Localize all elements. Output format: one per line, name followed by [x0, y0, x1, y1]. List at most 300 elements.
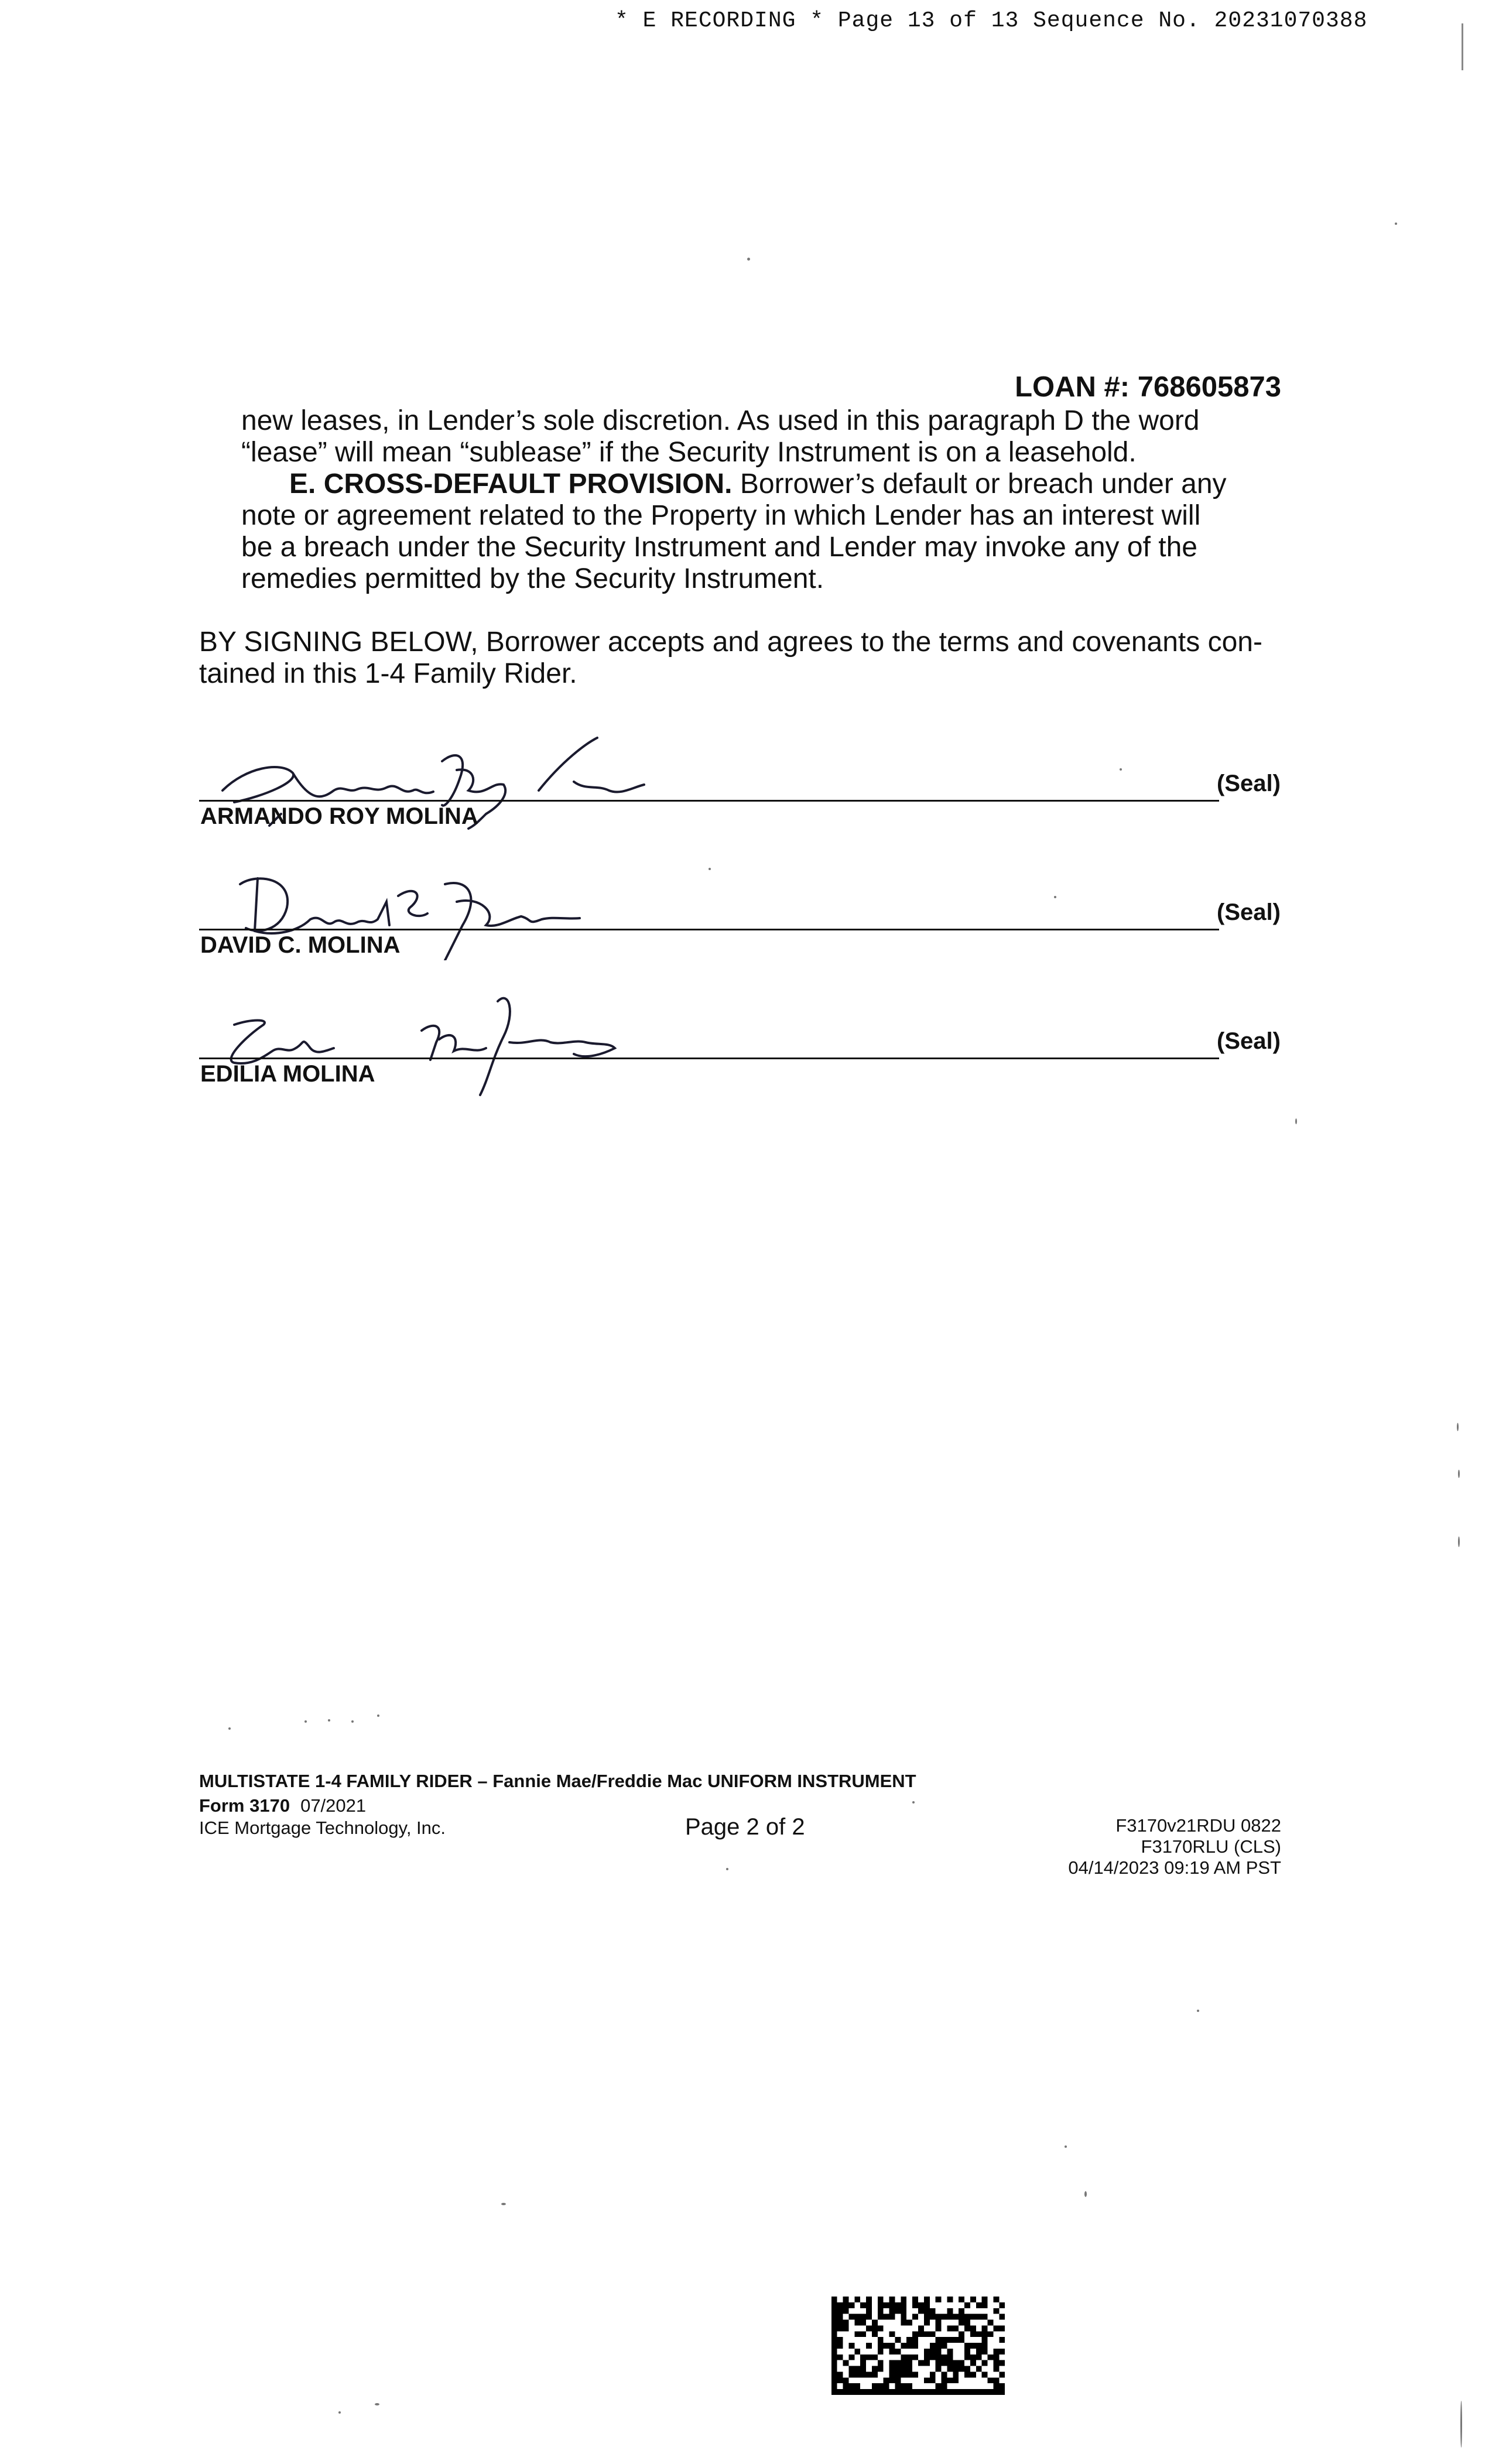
barcode-module — [878, 2343, 884, 2349]
barcode-module — [936, 2389, 942, 2395]
barcode-module — [906, 2371, 912, 2377]
barcode-module — [930, 2389, 936, 2395]
barcode-module — [988, 2377, 994, 2383]
barcode-module — [843, 2389, 849, 2395]
barcode-module — [854, 2383, 860, 2389]
barcode-module — [912, 2343, 918, 2349]
barcode-module — [953, 2325, 959, 2331]
barcode-module — [843, 2320, 849, 2326]
barcode-module — [837, 2308, 843, 2314]
barcode-module — [912, 2331, 918, 2337]
barcode-module — [970, 2325, 976, 2331]
barcode-module — [924, 2349, 930, 2355]
clause-d-line: “lease” will mean “sublease” if the Security Instrument is on a leasehold. — [241, 437, 1137, 468]
barcode-module — [982, 2337, 988, 2343]
form-number-label: Form 3170 — [199, 1795, 290, 1816]
barcode-module — [831, 2308, 837, 2314]
barcode-module — [982, 2389, 988, 2395]
barcode-module — [959, 2366, 964, 2372]
barcode-module — [848, 2343, 854, 2349]
scan-speck — [726, 1868, 728, 1870]
barcode-module — [837, 2320, 843, 2326]
barcode-module — [831, 2383, 837, 2389]
barcode-module — [964, 2325, 970, 2331]
scan-speck — [1395, 223, 1397, 225]
barcode-module — [906, 2337, 912, 2343]
barcode-module — [906, 2343, 912, 2349]
barcode-module — [970, 2389, 976, 2395]
barcode-module — [860, 2320, 866, 2326]
barcode-module — [878, 2337, 884, 2343]
barcode-module — [936, 2320, 942, 2326]
barcode-module — [936, 2297, 942, 2302]
barcode-module — [953, 2337, 959, 2343]
barcode-module — [947, 2389, 953, 2395]
barcode-module — [942, 2343, 947, 2349]
barcode-module — [854, 2389, 860, 2395]
barcode-module — [837, 2302, 843, 2308]
barcode-module — [953, 2366, 959, 2372]
barcode-module — [831, 2389, 837, 2395]
barcode-module — [993, 2360, 999, 2366]
barcode-module — [924, 2377, 930, 2383]
barcode-module — [848, 2366, 854, 2372]
barcode-module — [918, 2325, 924, 2331]
clause-e-first-line — [241, 468, 1227, 500]
datamatrix-barcode — [830, 2297, 1006, 2398]
barcode-module — [866, 2371, 872, 2377]
barcode-module — [936, 2314, 942, 2320]
barcode-module — [959, 2331, 964, 2337]
barcode-module — [936, 2325, 942, 2331]
barcode-module — [918, 2308, 924, 2314]
barcode-module — [982, 2343, 988, 2349]
barcode-module — [936, 2355, 942, 2360]
print-timestamp: 04/14/2023 09:19 AM PST — [1068, 1857, 1281, 1878]
barcode-module — [918, 2389, 924, 2395]
barcode-module — [895, 2337, 901, 2343]
barcode-module — [872, 2325, 878, 2331]
barcode-module — [860, 2366, 866, 2372]
barcode-module — [843, 2383, 849, 2389]
barcode-module — [918, 2360, 924, 2366]
barcode-module — [831, 2366, 837, 2372]
barcode-module — [872, 2389, 878, 2395]
barcode-module — [843, 2325, 849, 2331]
barcode-module — [837, 2389, 843, 2395]
signer-name-armando: ARMANDO ROY MOLINA — [200, 803, 478, 829]
barcode-module — [976, 2366, 982, 2372]
barcode-module — [982, 2302, 988, 2308]
barcode-module — [988, 2389, 994, 2395]
barcode-module — [884, 2389, 889, 2395]
barcode-module — [988, 2331, 994, 2337]
clause-e-line: note or agreement related to the Property in which Lender has an interest will — [241, 500, 1201, 531]
barcode-module — [930, 2331, 936, 2337]
barcode-module — [936, 2337, 942, 2343]
barcode-module — [959, 2308, 964, 2314]
barcode-module — [953, 2314, 959, 2320]
barcode-module — [837, 2371, 843, 2377]
barcode-module — [889, 2360, 895, 2366]
barcode-module — [884, 2343, 889, 2349]
barcode-module — [901, 2302, 906, 2308]
barcode-module — [999, 2383, 1005, 2389]
signer-name-david: DAVID C. MOLINA — [200, 932, 401, 958]
clause-e-cross-default — [241, 468, 1227, 595]
barcode-module — [930, 2377, 936, 2383]
barcode-module — [901, 2320, 906, 2326]
scan-speck — [351, 1720, 354, 1723]
barcode-module — [970, 2355, 976, 2360]
barcode-module — [878, 2314, 884, 2320]
barcode-module — [999, 2302, 1005, 2308]
barcode-module — [947, 2377, 953, 2383]
barcode-module — [895, 2366, 901, 2372]
barcode-module — [930, 2371, 936, 2377]
clause-d-line: new leases, in Lender’s sole discretion. As used in this paragraph D the word — [241, 405, 1200, 436]
barcode-module — [901, 2366, 906, 2372]
barcode-module — [837, 2343, 843, 2349]
barcode-module — [942, 2371, 947, 2377]
barcode-module — [976, 2355, 982, 2360]
form-number — [199, 1795, 366, 1816]
barcode-module — [964, 2343, 970, 2349]
barcode-module — [889, 2371, 895, 2377]
scan-speck — [709, 868, 711, 870]
barcode-module — [964, 2366, 970, 2372]
seal-label: (Seal) — [1217, 899, 1281, 925]
barcode-module — [889, 2314, 895, 2320]
barcode-module — [918, 2302, 924, 2308]
barcode-module — [866, 2343, 872, 2349]
barcode-module — [976, 2331, 982, 2337]
barcode-module — [936, 2366, 942, 2372]
barcode-module — [866, 2325, 872, 2331]
barcode-module — [999, 2314, 1005, 2320]
barcode-module — [878, 2366, 884, 2372]
barcode-module — [854, 2331, 860, 2337]
barcode-module — [848, 2302, 854, 2308]
barcode-module — [895, 2308, 901, 2314]
barcode-module — [912, 2314, 918, 2320]
signature-line-edilia — [199, 1058, 1219, 1059]
barcode-module — [889, 2308, 895, 2314]
form-date: 07/2021 — [300, 1795, 367, 1816]
scan-speck — [1460, 2401, 1462, 2448]
form-code: F3170RLU (CLS) — [1141, 1836, 1281, 1857]
recording-stamp: * E RECORDING * Page 13 of 13 Sequence No. 20231070388 — [615, 8, 1368, 33]
barcode-module — [831, 2320, 837, 2326]
barcode-module — [959, 2337, 964, 2343]
barcode-module — [924, 2320, 930, 2326]
barcode-module — [872, 2355, 878, 2360]
barcode-module — [831, 2297, 837, 2302]
barcode-module — [947, 2360, 953, 2366]
barcode-module — [930, 2349, 936, 2355]
seal-label: (Seal) — [1217, 1028, 1281, 1054]
scan-speck — [1457, 1423, 1459, 1431]
signing-statement — [199, 627, 1262, 690]
barcode-module — [901, 2343, 906, 2349]
barcode-module — [837, 2325, 843, 2331]
barcode-module — [843, 2377, 849, 2383]
barcode-module — [947, 2325, 953, 2331]
scan-speck — [1295, 1118, 1297, 1124]
barcode-module — [959, 2389, 964, 2395]
barcode-module — [889, 2349, 895, 2355]
barcode-module — [872, 2331, 878, 2337]
barcode-module — [854, 2366, 860, 2372]
barcode-module — [947, 2349, 953, 2355]
seal-label: (Seal) — [1217, 771, 1281, 796]
barcode-module — [936, 2349, 942, 2355]
barcode-module — [878, 2302, 884, 2308]
barcode-module — [918, 2331, 924, 2337]
barcode-module — [831, 2314, 837, 2320]
clause-e-line: remedies permitted by the Security Instrument. — [241, 563, 824, 594]
scan-speck — [328, 1719, 330, 1722]
barcode-module — [982, 2297, 988, 2302]
barcode-module — [860, 2355, 866, 2360]
barcode-module — [976, 2389, 982, 2395]
scan-speck — [747, 258, 750, 261]
barcode-module — [866, 2389, 872, 2395]
barcode-module — [843, 2308, 849, 2314]
barcode-module — [860, 2314, 866, 2320]
barcode-module — [982, 2331, 988, 2337]
barcode-module — [901, 2383, 906, 2389]
barcode-module — [936, 2383, 942, 2389]
barcode-module — [837, 2377, 843, 2383]
barcode-module — [912, 2302, 918, 2308]
barcode-module — [959, 2360, 964, 2366]
barcode-module — [959, 2297, 964, 2302]
barcode-module — [854, 2320, 860, 2326]
barcode-module — [988, 2355, 994, 2360]
scan-speck — [1458, 1536, 1460, 1547]
barcode-module — [947, 2355, 953, 2360]
barcode-module — [942, 2360, 947, 2366]
barcode-module — [878, 2349, 884, 2355]
barcode-module — [942, 2355, 947, 2360]
barcode-module — [964, 2389, 970, 2395]
barcode-module — [947, 2337, 953, 2343]
barcode-module — [942, 2337, 947, 2343]
barcode-module — [866, 2355, 872, 2360]
barcode-module — [831, 2325, 837, 2331]
barcode-module — [982, 2349, 988, 2355]
barcode-module — [831, 2377, 837, 2383]
barcode-module — [901, 2308, 906, 2314]
barcode-module — [895, 2389, 901, 2395]
barcode-module — [848, 2314, 854, 2320]
barcode-module — [930, 2308, 936, 2314]
barcode-module — [993, 2308, 999, 2314]
barcode-module — [999, 2349, 1005, 2355]
loan-number: LOAN #: 768605873 — [1015, 371, 1281, 403]
barcode-module — [906, 2383, 912, 2389]
barcode-module — [912, 2389, 918, 2395]
barcode-module — [912, 2355, 918, 2360]
barcode-module — [884, 2383, 889, 2389]
scan-speck — [1065, 2145, 1067, 2148]
barcode-module — [924, 2389, 930, 2395]
barcode-module — [982, 2314, 988, 2320]
barcode-module — [964, 2355, 970, 2360]
barcode-module — [924, 2302, 930, 2308]
barcode-module — [953, 2371, 959, 2377]
scan-speck — [1054, 896, 1056, 898]
barcode-module — [993, 2325, 999, 2331]
scan-speck — [375, 2403, 379, 2405]
barcode-module — [999, 2389, 1005, 2395]
barcode-module — [866, 2314, 872, 2320]
scan-speck — [912, 1801, 915, 1803]
barcode-module — [895, 2383, 901, 2389]
barcode-module — [906, 2360, 912, 2366]
barcode-module — [976, 2343, 982, 2349]
barcode-module — [947, 2297, 953, 2302]
barcode-module — [912, 2337, 918, 2343]
signer-name-edilia: EDILIA MOLINA — [200, 1061, 375, 1087]
barcode-module — [999, 2371, 1005, 2377]
barcode-module — [901, 2314, 906, 2320]
scan-speck — [377, 1714, 379, 1717]
barcode-module — [964, 2349, 970, 2355]
clause-e-line: be a breach under the Security Instrument and Lender may invoke any of the — [241, 532, 1197, 563]
barcode-module — [878, 2360, 884, 2366]
barcode-module — [970, 2331, 976, 2337]
barcode-module — [831, 2331, 837, 2337]
barcode-module — [866, 2297, 872, 2302]
barcode-module — [848, 2383, 854, 2389]
barcode-module — [884, 2377, 889, 2383]
clause-d-continuation — [241, 405, 1200, 468]
barcode-module — [993, 2297, 999, 2302]
barcode-module — [970, 2297, 976, 2302]
barcode-module — [964, 2320, 970, 2326]
barcode-module — [878, 2325, 884, 2331]
barcode-module — [831, 2302, 837, 2308]
clause-e-heading: E. CROSS-DEFAULT PROVISION. — [289, 468, 733, 499]
barcode-module — [947, 2314, 953, 2320]
clause-e-text: Borrower’s default or breach under any — [732, 468, 1227, 499]
margin-mark — [1462, 23, 1463, 70]
barcode-module — [964, 2371, 970, 2377]
barcode-module — [860, 2360, 866, 2366]
barcode-module — [930, 2343, 936, 2349]
barcode-module — [895, 2371, 901, 2377]
barcode-module — [936, 2343, 942, 2349]
barcode-module — [936, 2360, 942, 2366]
barcode-module — [993, 2383, 999, 2389]
barcode-module — [970, 2360, 976, 2366]
barcode-module — [993, 2366, 999, 2372]
barcode-module — [831, 2343, 837, 2349]
barcode-module — [964, 2302, 970, 2308]
barcode-module — [878, 2383, 884, 2389]
barcode-module — [924, 2331, 930, 2337]
barcode-module — [848, 2371, 854, 2377]
barcode-module — [970, 2343, 976, 2349]
barcode-module — [854, 2349, 860, 2355]
barcode-module — [906, 2389, 912, 2395]
barcode-module — [866, 2302, 872, 2308]
barcode-module — [942, 2389, 947, 2395]
barcode-module — [993, 2377, 999, 2383]
barcode-module — [837, 2314, 843, 2320]
barcode-module — [906, 2366, 912, 2372]
barcode-module — [953, 2377, 959, 2383]
barcode-module — [924, 2308, 930, 2314]
barcode-module — [889, 2302, 895, 2308]
barcode-module — [837, 2337, 843, 2343]
barcode-module — [942, 2314, 947, 2320]
barcode-module — [860, 2371, 866, 2377]
barcode-module — [831, 2360, 837, 2366]
barcode-module — [982, 2371, 988, 2377]
barcode-module — [901, 2355, 906, 2360]
barcode-module — [901, 2389, 906, 2395]
barcode-module — [993, 2355, 999, 2360]
barcode-module — [976, 2349, 982, 2355]
barcode-module — [982, 2325, 988, 2331]
barcode-module — [895, 2377, 901, 2383]
barcode-module — [930, 2314, 936, 2320]
barcode-module — [901, 2297, 906, 2302]
barcode-module — [988, 2320, 994, 2326]
barcode-module — [889, 2389, 895, 2395]
barcode-module — [959, 2320, 964, 2326]
barcode-module — [872, 2383, 878, 2389]
barcode-module — [831, 2371, 837, 2377]
barcode-module — [959, 2314, 964, 2320]
barcode-module — [860, 2302, 866, 2308]
page-number: Page 2 of 2 — [685, 1814, 805, 1840]
barcode-module — [843, 2297, 849, 2302]
barcode-module — [964, 2314, 970, 2320]
barcode-module — [942, 2383, 947, 2389]
barcode-module — [942, 2377, 947, 2383]
barcode-module — [843, 2302, 849, 2308]
barcode-module — [999, 2337, 1005, 2343]
scan-speck — [1458, 1470, 1460, 1478]
barcode-module — [831, 2337, 837, 2343]
barcode-module — [843, 2360, 849, 2366]
barcode-module — [872, 2320, 878, 2326]
form-codes — [1068, 1815, 1281, 1878]
barcode-module — [895, 2360, 901, 2366]
scan-speck — [501, 2203, 506, 2205]
barcode-module — [976, 2314, 982, 2320]
barcode-module — [912, 2297, 918, 2302]
scan-speck — [1084, 2191, 1087, 2197]
signing-statement-line: BY SIGNING BELOW, Borrower accepts and agrees to the terms and covenants con- — [199, 627, 1262, 658]
barcode-module — [889, 2366, 895, 2372]
barcode-module — [831, 2355, 837, 2360]
barcode-module — [895, 2302, 901, 2308]
barcode-module — [901, 2371, 906, 2377]
barcode-module — [970, 2371, 976, 2377]
barcode-module — [860, 2331, 866, 2337]
barcode-module — [866, 2308, 872, 2314]
barcode-module — [848, 2389, 854, 2395]
signature-line-david — [199, 929, 1219, 930]
barcode-module — [878, 2297, 884, 2302]
scan-speck — [1120, 768, 1122, 771]
barcode-module — [976, 2302, 982, 2308]
